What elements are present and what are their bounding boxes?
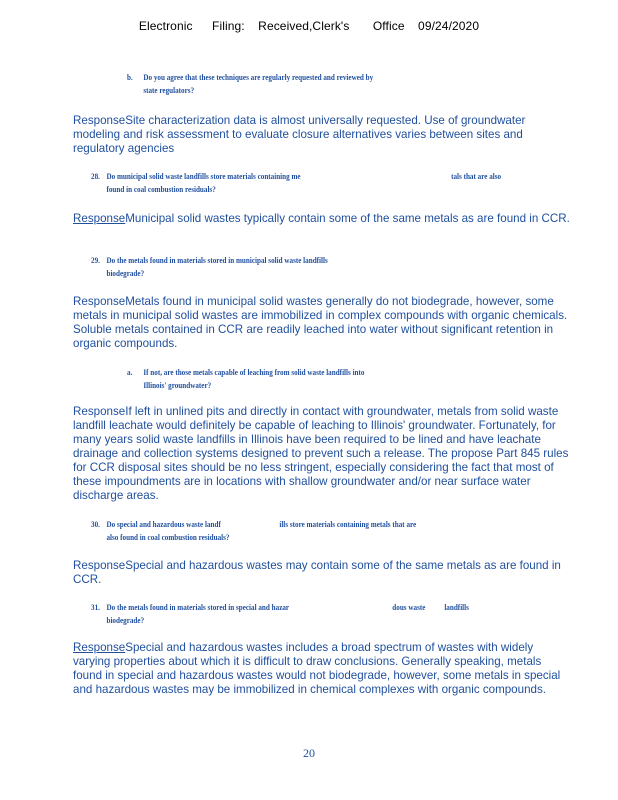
- header-filing: Filing:: [212, 19, 245, 33]
- filing-header: [0, 19, 618, 33]
- question-number: b.: [127, 73, 133, 82]
- response-text: Special and hazardous wastes may contain some of the same metals as are found in CCR.: [73, 559, 561, 586]
- question-text-line2: Illinois' groundwater?: [143, 381, 212, 390]
- response-29: [73, 295, 573, 351]
- question-text-line2: also found in coal combustion residuals?: [106, 533, 230, 542]
- header-date: 09/24/2020: [418, 19, 480, 33]
- question-text-line2: state regulators?: [143, 86, 195, 95]
- response-a: [73, 405, 573, 503]
- question-text-line2: found in coal combustion residuals?: [106, 185, 216, 194]
- question-28: [91, 170, 501, 196]
- response-31: [73, 641, 573, 697]
- question-text-line1: Do you agree that these techniques are regularly requested and reviewed by: [143, 73, 374, 82]
- response-label: Response: [73, 641, 126, 654]
- response-text: Site characterization data is almost universally requested. Use of groundwater modeling and risk assessment to evaluate closure alternatives varies between sites and regulatory agencies: [73, 114, 526, 155]
- response-label: Response: [73, 559, 126, 572]
- question-number: 29.: [91, 256, 100, 265]
- question-text-line1: Do municipal solid waste landfills store materials containing me: [106, 172, 301, 181]
- response-text: Metals found in municipal solid wastes generally do not biodegrade, however, some metals in municipal solid wastes are immobilized in complex compounds with organic chemicals. Soluble metals contained in CCR are readily leached into water without significant retention in organic compounds.: [73, 295, 568, 350]
- response-text: Municipal solid wastes typically contain some of the same metals as are found in CCR.: [125, 212, 570, 225]
- question-number: 28.: [91, 172, 100, 181]
- question-29: [91, 254, 328, 280]
- question-text-line1-cont: tals that are also: [451, 172, 502, 181]
- response-b: [73, 114, 573, 156]
- response-label: Response: [73, 212, 126, 225]
- question-text-line1: If not, are those metals capable of leaching from solid waste landfills into: [143, 368, 365, 377]
- question-30: [91, 518, 416, 544]
- question-31: [91, 601, 469, 627]
- question-text-line1-cont2: landfills: [444, 603, 469, 612]
- response-28: [73, 212, 573, 226]
- header-received: Received,Clerk's: [258, 19, 350, 33]
- response-30: [73, 559, 573, 587]
- question-text-line1: Do the metals found in materials stored in special and hazar: [106, 603, 290, 612]
- question-text-line1-cont: dous waste: [392, 603, 426, 612]
- header-electronic: Electronic: [138, 19, 193, 33]
- header-office: Office: [372, 19, 405, 33]
- question-number: 30.: [91, 520, 100, 529]
- question-b: [127, 71, 373, 97]
- question-a: [127, 366, 364, 392]
- question-text-line1: Do the metals found in materials stored in municipal solid waste landfills: [106, 256, 328, 265]
- question-number: 31.: [91, 603, 100, 612]
- question-text-line1: Do special and hazardous waste landf: [106, 520, 221, 529]
- page-number: 20: [303, 746, 315, 760]
- question-text-line2: biodegrade?: [106, 269, 145, 278]
- response-label: Response: [73, 405, 126, 418]
- response-label: Response: [73, 114, 126, 127]
- response-text: If left in unlined pits and directly in contact with groundwater, metals from solid waste landfill leachate would definitely be capable of leaching to Illinois' groundwater. Fortunately, for many years solid waste landfills in Illinois have been required to be lined and have leachate drainage and collection systems designed to prevent such a release. The propose Part 845 rules for CCR disposal sites should be no less stringent, especially considering the fact that most of these impoundments are in locations with shallow groundwater and/or near surface water discharge areas.: [73, 405, 569, 502]
- question-text-line1-cont: ills store materials containing metals that are: [279, 520, 417, 529]
- response-label: Response: [73, 295, 126, 308]
- question-text-line2: biodegrade?: [106, 616, 145, 625]
- question-number: a.: [127, 368, 133, 377]
- response-text: Special and hazardous wastes includes a broad spectrum of wastes with widely varying properties about which it is difficult to draw conclusions. Generally speaking, metals found in special and hazardous wastes would not biodegrade, however, some metals in special and hazardous wastes may be immobilized in chemical complexes with organic compounds.: [73, 641, 561, 696]
